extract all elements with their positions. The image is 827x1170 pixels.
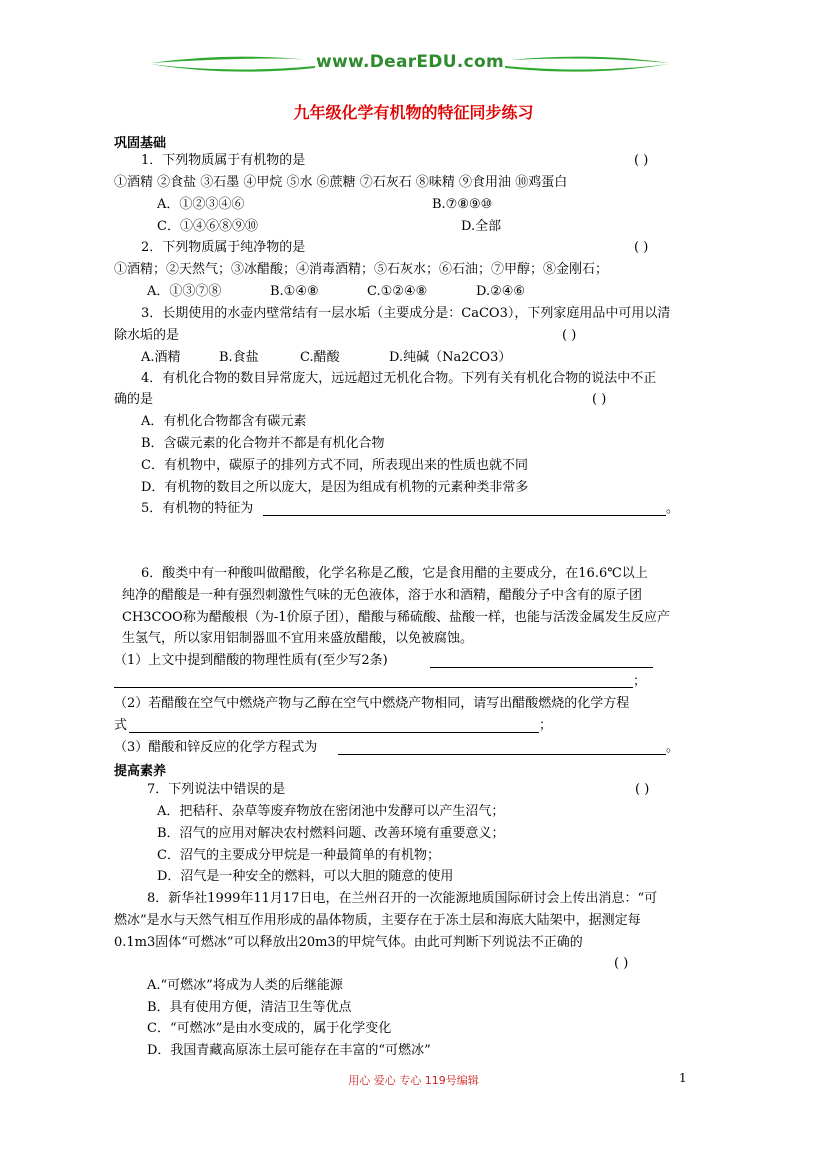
q4-answer-paren: ( ) [592,392,607,407]
q2-option-a: A．①③⑦⑧ [147,284,222,299]
q6-part1-blank-b[interactable] [114,687,633,688]
q8-line2: 燃冰”是水与天然气相互作用形成的晶体物质，主要存在于冻土层和海底大陆架中，据测定每 [114,913,641,928]
page-number: 1 [679,1071,687,1085]
site-url: www.DearEDU.com [316,52,504,72]
q1-option-d: D.全部 [461,219,502,234]
q6-part3-blank[interactable] [338,754,666,755]
q6-part3-end: 。 [666,740,680,755]
q7-stem: 7．下列说法中错误的是 [147,782,286,797]
q4-option-a: A．有机化合物都含有碳元素 [141,414,307,429]
q7-answer-paren: ( ) [635,782,650,797]
q2-answer-paren: ( ) [634,240,649,255]
q7-option-c: C．沼气的主要成分甲烷是一种最简单的有机物； [157,848,440,863]
q6-part1-end: ； [633,674,647,689]
q6-line3: CH3COO称为醋酸根（为-1价原子团），醋酸与稀硫酸、盐酸一样，也能与活泼金属发生反应产 [122,610,670,625]
q1-option-a: A．①②③④⑥ [157,197,245,212]
q7-option-a: A．把秸秆、杂草等废弃物放在密闭池中发酵可以产生沼气； [157,804,505,819]
q3-line2: 除水垢的是 [114,328,180,343]
q5-answer-blank[interactable] [263,515,666,516]
section-improve: 提高素养 [114,764,167,779]
q7-option-b: B．沼气的应用对解决农村燃料问题、改善环境有重要意义； [157,826,505,841]
q7-option-d: D．沼气是一种安全的燃料，可以大胆的随意的使用 [157,869,454,884]
q2-option-d: D.②④⑥ [476,284,526,299]
q4-option-b: B．含碳元素的化合物并不都是有机化合物 [141,436,385,451]
q1-items: ①酒精 ②食盐 ③石墨 ④甲烷 ⑤水 ⑥蔗糖 ⑦石灰石 ⑧味精 ⑨食用油 ⑩鸡蛋白 [114,175,568,190]
q5-stem: 5．有机物的特征为 [141,501,254,516]
q6-part3: （3）醋酸和锌反应的化学方程式为 [114,740,318,755]
q2-option-c: C.①②④⑧ [367,284,428,299]
q1-answer-paren: ( ) [634,153,649,168]
q8-option-b: B．具有使用方便，清洁卫生等优点 [147,1000,352,1015]
q3-option-b: B.食盐 [219,350,259,365]
q6-part2-b: 式 [114,718,128,733]
q8-answer-paren: ( ) [614,956,629,971]
q6-part1: （1）上文中提到醋酸的物理性质有(至少写2条) [114,653,388,668]
q6-line2: 纯净的醋酸是一种有强烈刺激性气味的无色液体，溶于水和酒精，醋酸分子中含有的原子团 [122,588,643,603]
section-basic: 巩固基础 [114,136,167,151]
q6-part2-a: （2）若醋酸在空气中燃烧产物与乙醇在空气中燃烧产物相同，请写出醋酸燃烧的化学方程 [114,696,630,711]
q5-end: 。 [666,501,680,516]
q8-option-a: A.“可燃冰”将成为人类的后继能源 [147,978,343,993]
q1-option-b: B.⑦⑧⑨⑩ [432,197,493,212]
q6-part2-blank[interactable] [129,732,539,733]
site-logo [150,50,670,76]
q8-option-d: D．我国青藏高原冻土层可能存在丰富的“可燃冰” [147,1043,431,1058]
q6-part2-end: ； [539,718,553,733]
q1-option-c: C．①④⑥⑧⑨⑩ [157,219,258,234]
q3-answer-paren: ( ) [562,328,577,343]
q8-line1: 8．新华社1999年11月17日电，在兰州召开的一次能源地质国际研讨会上传出消息：“可 [147,891,658,906]
q8-line3: 0.1m3固体“可燃冰”可以释放出20m3的甲烷气体。由此可判断下列说法不正确的 [114,935,583,950]
q4-line1: 4．有机化合物的数目异常庞大，远远超过无机化合物。下列有关有机化合物的说法中不正 [141,371,657,386]
footer-text: 用心 爱心 专心 119号编辑 [348,1074,479,1087]
page-title: 九年级化学有机物的特征同步练习 [293,103,534,122]
q2-stem: 2．下列物质属于纯净物的是 [141,240,306,255]
q2-option-b: B.①④⑧ [270,284,319,299]
q4-option-d: D．有机物的数目之所以庞大，是因为组成有机物的元素种类非常多 [141,480,529,495]
q2-items: ①酒精；②天然气；③冰醋酸；④消毒酒精；⑤石灰水；⑥石油；⑦甲醇；⑧金刚石； [114,262,609,277]
q6-line4: 生氢气，所以家用铝制器皿不宜用来盛放醋酸，以免被腐蚀。 [122,631,474,646]
q4-line2: 确的是 [114,392,154,407]
q3-option-d: D.纯碱（Na2CO3） [389,350,512,365]
q3-option-c: C.醋酸 [300,350,340,365]
q1-stem: 1．下列物质属于有机物的是 [141,153,306,168]
q6-part1-blank-a[interactable] [430,667,653,668]
q4-option-c: C．有机物中，碳原子的排列方式不同，所表现出来的性质也就不同 [141,458,528,473]
q8-option-c: C．“可燃冰”是由水变成的，属于化学变化 [147,1021,392,1036]
q6-line1: 6．酸类中有一种酸叫做醋酸，化学名称是乙酸，它是食用醋的主要成分，在16.6℃以上 [141,566,648,581]
q3-line1: 3．长期使用的水壶内壁常结有一层水垢（主要成分是：CaCO3），下列家庭用品中可用以清 [141,306,671,321]
q3-option-a: A.酒精 [141,350,181,365]
